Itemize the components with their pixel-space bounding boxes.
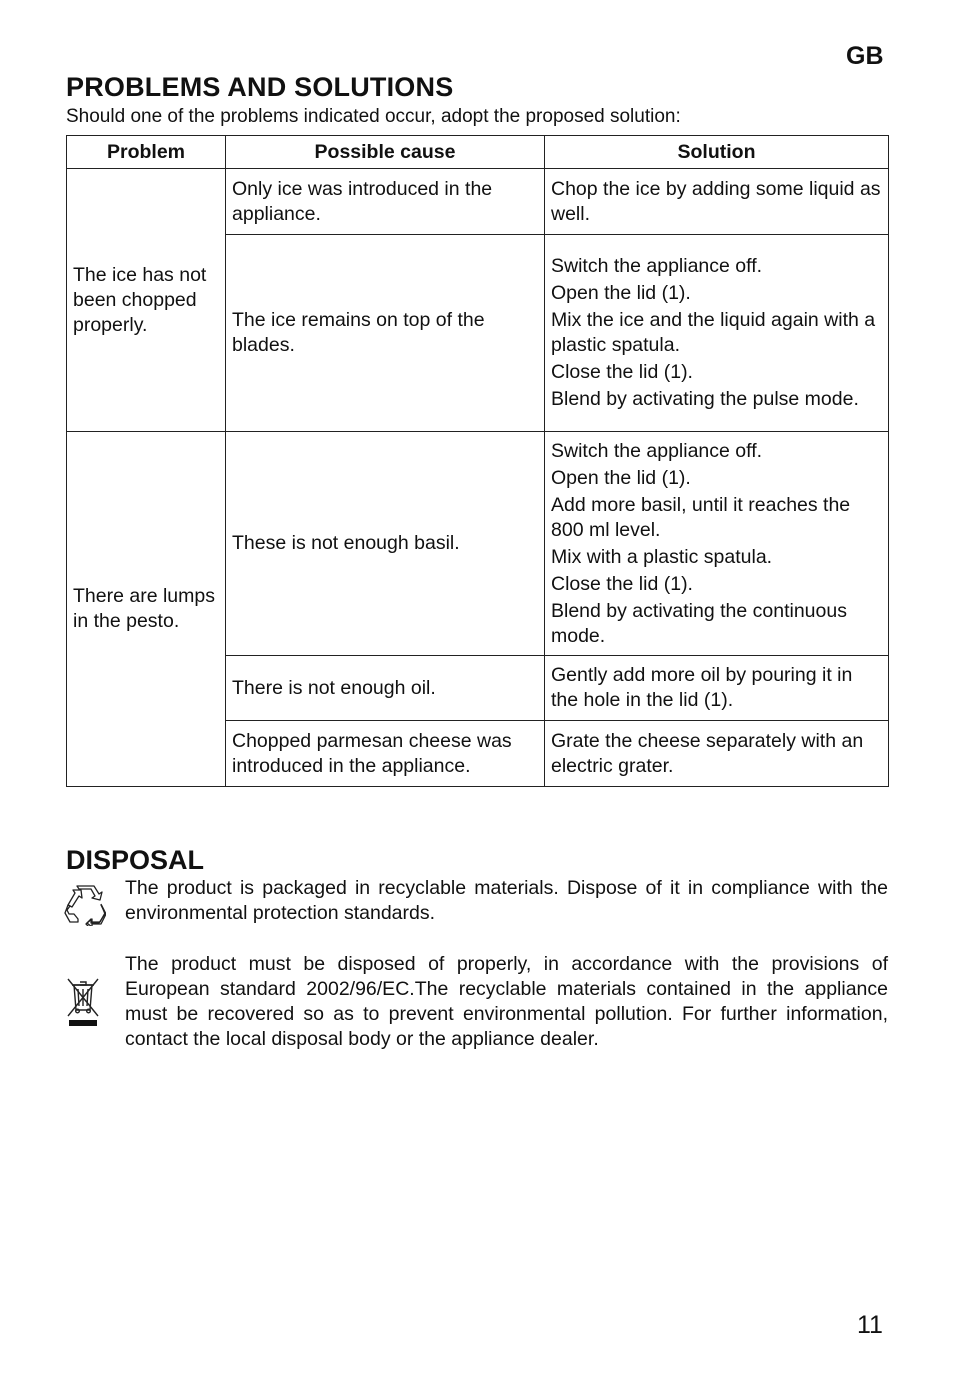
solution-step: Blend by activating the continuous mode.	[551, 599, 847, 647]
solution-step: Switch the appliance off.	[551, 255, 763, 277]
table-row	[67, 169, 889, 235]
disposal-packaging-text: The product is packaged in recyclable materials. Dispose of it in compliance with the environmental protection standards.	[125, 877, 888, 924]
intro-text: Should one of the problems indicated occur, adopt the proposed solution:	[66, 106, 681, 127]
solution-cell	[545, 656, 889, 721]
section-title-disposal: DISPOSAL	[66, 845, 205, 875]
solution-step: Blend by activating the pulse mode.	[551, 388, 859, 410]
solution-step: Close the lid (1).	[551, 361, 693, 383]
solution-cell	[545, 432, 889, 656]
cause-cell: Chopped parmesan cheese was introduced in the appliance.	[226, 721, 545, 787]
cause-cell: These is not enough basil.	[226, 432, 545, 656]
solution-cell	[545, 235, 889, 432]
cause-cell: There is not enough oil.	[226, 656, 545, 721]
cause-cell: The ice remains on top of the blades.	[226, 235, 545, 432]
recycle-icon	[64, 884, 106, 926]
solution-step: Open the lid (1).	[551, 282, 691, 304]
column-header-problem: Problem	[67, 136, 226, 169]
problem-cell: There are lumps in the pesto.	[67, 432, 226, 787]
problem-cell: The ice has not been chopped properly.	[67, 169, 226, 432]
section-title-problems: PROBLEMS AND SOLUTIONS	[66, 72, 454, 102]
column-header-cause: Possible cause	[226, 136, 545, 169]
solution-step: Gently add more oil by pouring it in the hole in the lid (1).	[551, 664, 853, 711]
solution-step: Switch the appliance off.	[551, 439, 763, 462]
crossed-bin-icon	[65, 976, 101, 1028]
page-number: 11	[857, 1311, 883, 1339]
table-row	[67, 432, 889, 656]
column-header-solution: Solution	[545, 136, 889, 169]
solution-step: Close the lid (1).	[551, 572, 693, 595]
solution-step: Chop the ice by adding some liquid as well.	[551, 177, 881, 225]
solution-step: Grate the cheese separately with an electric grater.	[551, 729, 864, 777]
cause-cell: Only ice was introduced in the appliance.	[226, 169, 545, 235]
solution-step: Add more basil, until it reaches the 800 ml level.	[551, 493, 851, 541]
solution-cell	[545, 721, 889, 787]
solution-cell	[545, 169, 889, 235]
language-code: GB	[846, 42, 884, 70]
solution-step: Mix the ice and the liquid again with a plastic spatula.	[551, 309, 876, 356]
disposal-weee-text: The product must be disposed of properly, in accordance with the provisions of European standard 2002/96/EC.The recyclable materials contained in the appliance must be recovered so as to prevent environmental pollution. For further information, contact the local disposal body or the appliance dealer.	[125, 953, 888, 1050]
problems-table	[66, 135, 889, 787]
table-header-row	[67, 136, 889, 169]
solution-step: Mix with a plastic spatula.	[551, 545, 773, 568]
solution-step: Open the lid (1).	[551, 466, 691, 489]
